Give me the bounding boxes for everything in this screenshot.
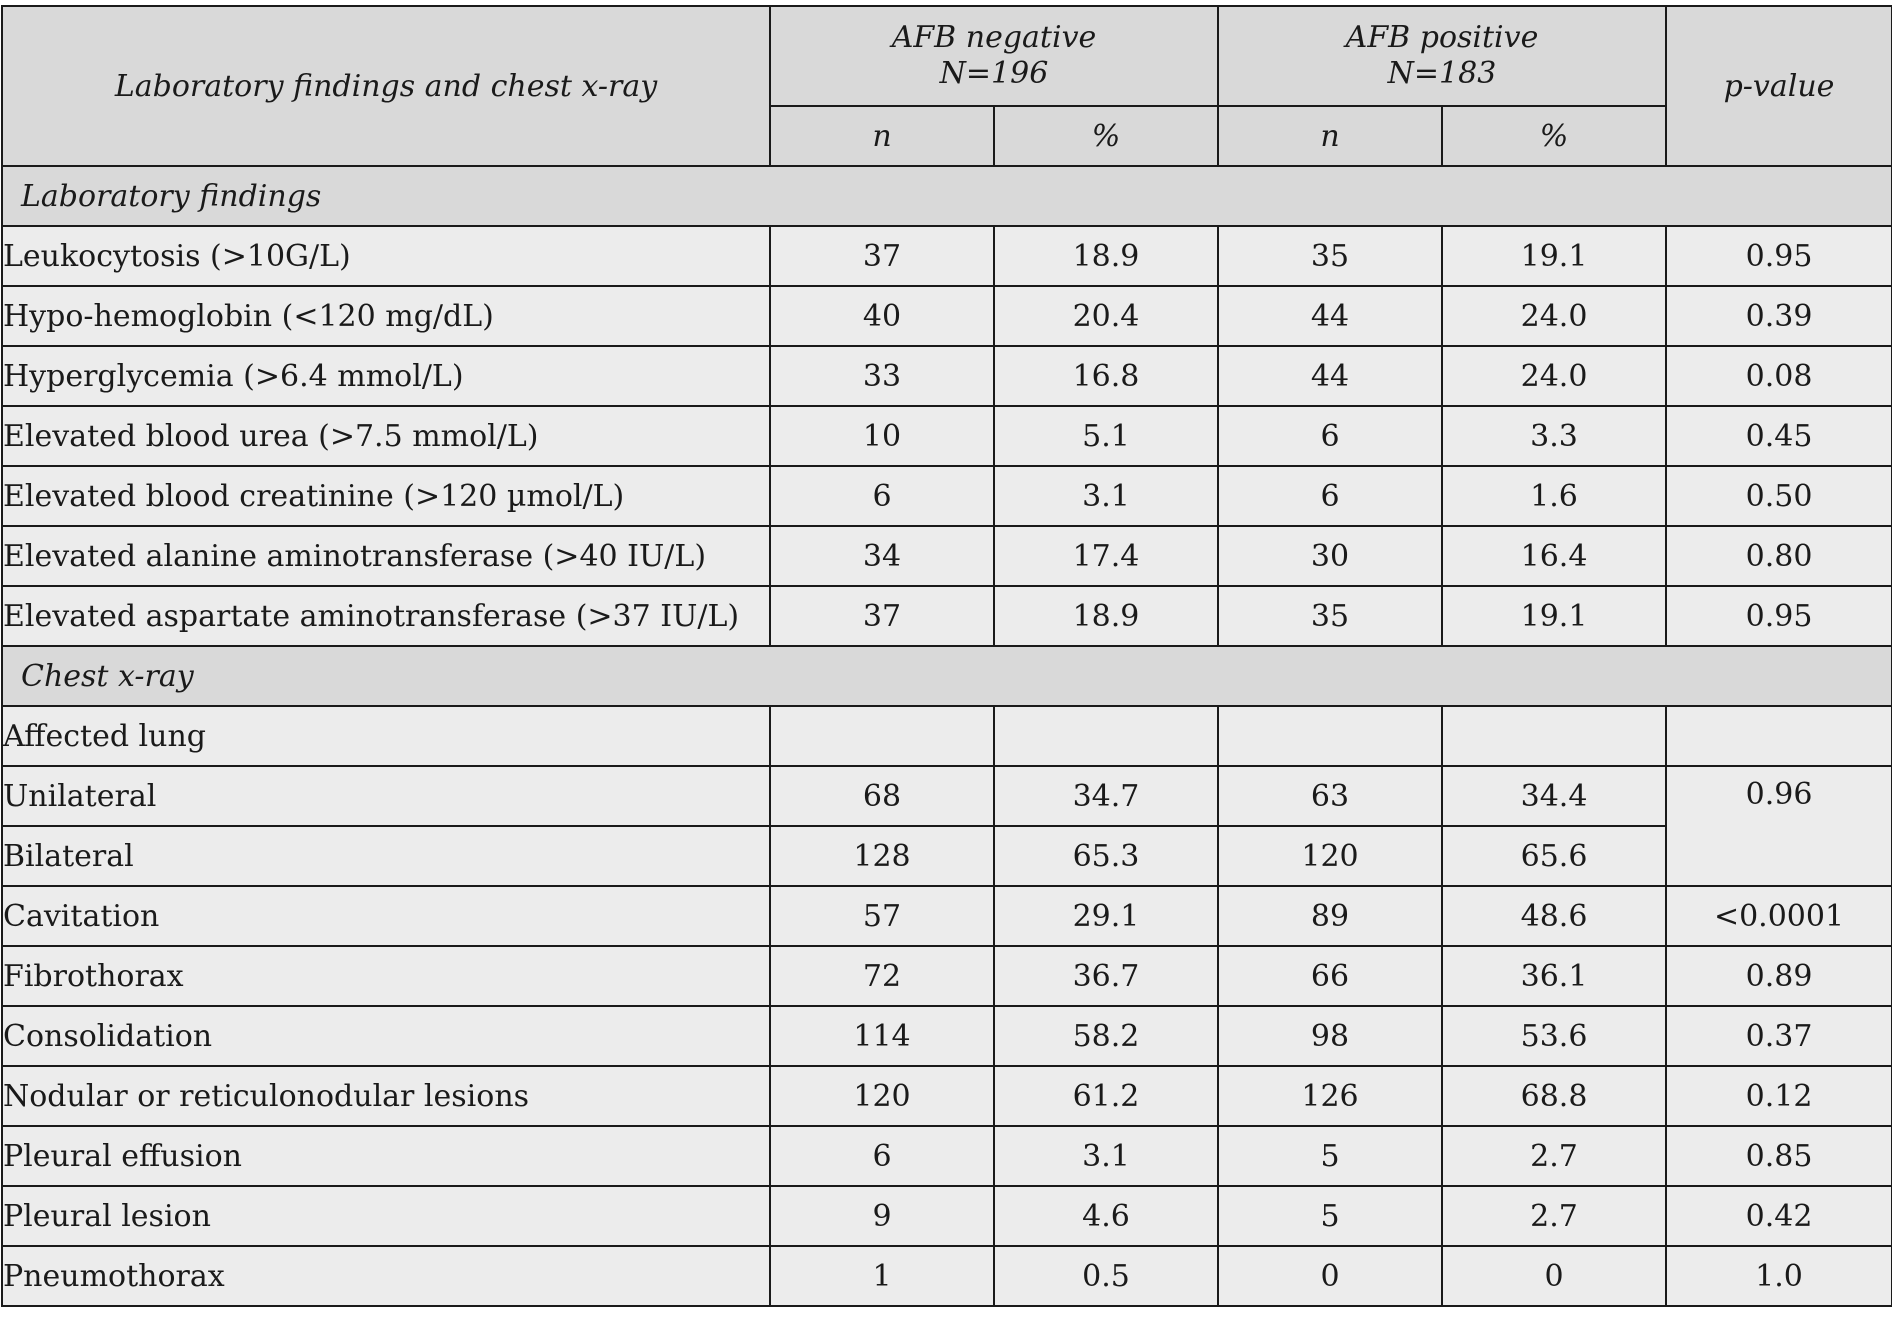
pos-pct-cell: 1.6 (1442, 466, 1666, 526)
pos-n-cell: 126 (1218, 1066, 1442, 1126)
table-row (2, 586, 1892, 646)
row-label: Elevated blood urea (>7.5 mmol/L) (2, 406, 770, 466)
pos-pct-cell: 19.1 (1442, 586, 1666, 646)
table-row (2, 1126, 1892, 1186)
table-row (2, 226, 1892, 286)
pvalue-cell: 0.45 (1666, 406, 1892, 466)
pos-n-cell: 5 (1218, 1126, 1442, 1186)
pvalue-cell: 0.37 (1666, 1006, 1892, 1066)
table-row (2, 1006, 1892, 1066)
row-label: Unilateral (2, 766, 770, 826)
row-label: Fibrothorax (2, 946, 770, 1006)
afb-negative-header (770, 6, 1218, 106)
neg-pct-cell: 16.8 (994, 346, 1218, 406)
row-label: Bilateral (2, 826, 770, 886)
row-label: Leukocytosis (>10G/L) (2, 226, 770, 286)
pos-n-cell: 63 (1218, 766, 1442, 826)
table-row (2, 406, 1892, 466)
pos-n-cell: 6 (1218, 406, 1442, 466)
table-row (2, 526, 1892, 586)
empty-cell (1218, 706, 1442, 766)
neg-n-cell: 128 (770, 826, 994, 886)
table-body (2, 166, 1892, 1306)
empty-cell (770, 706, 994, 766)
neg-n-cell: 57 (770, 886, 994, 946)
results-table (1, 5, 1892, 1307)
neg-pct-cell: 18.9 (994, 586, 1218, 646)
row-label: Cavitation (2, 886, 770, 946)
neg-pct-cell: 36.7 (994, 946, 1218, 1006)
row-label: Pleural lesion (2, 1186, 770, 1246)
table-row (2, 286, 1892, 346)
neg-n-cell: 120 (770, 1066, 994, 1126)
row-label: Hyperglycemia (>6.4 mmol/L) (2, 346, 770, 406)
afb-negative-label: AFB negative (891, 20, 1097, 55)
neg-pct-cell: 34.7 (994, 766, 1218, 826)
pos-pct-cell: 16.4 (1442, 526, 1666, 586)
pos-pct-cell: 0 (1442, 1246, 1666, 1306)
first-column-header: Laboratory findings and chest x-ray (2, 6, 770, 166)
pos-n-cell: 35 (1218, 586, 1442, 646)
pvalue-cell: 0.95 (1666, 226, 1892, 286)
pos-n-cell: 6 (1218, 466, 1442, 526)
table-row (2, 1066, 1892, 1126)
neg-pct-header: % (994, 106, 1218, 166)
pos-pct-cell: 24.0 (1442, 286, 1666, 346)
pvalue-cell: 0.12 (1666, 1066, 1892, 1126)
pos-pct-cell: 24.0 (1442, 346, 1666, 406)
table-row (2, 466, 1892, 526)
pvalue-cell-affected-lung: 0.96 (1666, 766, 1892, 886)
neg-n-cell: 6 (770, 466, 994, 526)
afb-positive-label: AFB positive (1345, 20, 1539, 55)
neg-n-cell: 33 (770, 346, 994, 406)
pos-n-cell: 35 (1218, 226, 1442, 286)
pos-pct-cell: 2.7 (1442, 1186, 1666, 1246)
pvalue-cell: 0.39 (1666, 286, 1892, 346)
neg-n-header: n (770, 106, 994, 166)
table-row-affected-lung (2, 706, 1892, 766)
pos-pct-header: % (1442, 106, 1666, 166)
neg-n-cell: 72 (770, 946, 994, 1006)
pos-pct-cell: 48.6 (1442, 886, 1666, 946)
pos-pct-cell: 34.4 (1442, 766, 1666, 826)
pos-n-cell: 120 (1218, 826, 1442, 886)
afb-positive-count: N=183 (1387, 56, 1497, 91)
empty-cell (1442, 706, 1666, 766)
neg-pct-cell: 5.1 (994, 406, 1218, 466)
neg-pct-cell: 3.1 (994, 466, 1218, 526)
section-title-lab: Laboratory findings (2, 166, 1892, 226)
row-label: Pleural effusion (2, 1126, 770, 1186)
table-row (2, 346, 1892, 406)
neg-n-cell: 9 (770, 1186, 994, 1246)
pvalue-cell: <0.0001 (1666, 886, 1892, 946)
neg-n-cell: 34 (770, 526, 994, 586)
pos-n-cell: 44 (1218, 346, 1442, 406)
neg-pct-cell: 18.9 (994, 226, 1218, 286)
neg-pct-cell: 29.1 (994, 886, 1218, 946)
neg-n-cell: 114 (770, 1006, 994, 1066)
pos-pct-cell: 2.7 (1442, 1126, 1666, 1186)
empty-cell (1666, 706, 1892, 766)
row-label: Consolidation (2, 1006, 770, 1066)
neg-n-cell: 68 (770, 766, 994, 826)
afb-negative-count: N=196 (939, 56, 1049, 91)
pvalue-cell: 0.85 (1666, 1126, 1892, 1186)
pos-n-cell: 5 (1218, 1186, 1442, 1246)
neg-n-cell: 37 (770, 586, 994, 646)
section-row-lab (2, 166, 1892, 226)
pos-n-cell: 0 (1218, 1246, 1442, 1306)
neg-pct-cell: 58.2 (994, 1006, 1218, 1066)
table-row (2, 946, 1892, 1006)
pos-n-cell: 44 (1218, 286, 1442, 346)
pvalue-cell: 0.89 (1666, 946, 1892, 1006)
neg-pct-cell: 20.4 (994, 286, 1218, 346)
neg-pct-cell: 0.5 (994, 1246, 1218, 1306)
empty-cell (994, 706, 1218, 766)
table-header (2, 6, 1892, 166)
row-label: Nodular or reticulonodular lesions (2, 1066, 770, 1126)
neg-n-cell: 6 (770, 1126, 994, 1186)
table-row-bilateral (2, 826, 1892, 886)
afb-positive-header (1218, 6, 1666, 106)
neg-n-cell: 10 (770, 406, 994, 466)
pos-pct-cell: 68.8 (1442, 1066, 1666, 1126)
row-label: Affected lung (2, 706, 770, 766)
neg-n-cell: 40 (770, 286, 994, 346)
row-label: Pneumothorax (2, 1246, 770, 1306)
pos-n-cell: 66 (1218, 946, 1442, 1006)
table-row (2, 886, 1892, 946)
pos-pct-cell: 53.6 (1442, 1006, 1666, 1066)
pos-n-cell: 89 (1218, 886, 1442, 946)
neg-pct-cell: 17.4 (994, 526, 1218, 586)
pvalue-cell: 0.80 (1666, 526, 1892, 586)
neg-pct-cell: 65.3 (994, 826, 1218, 886)
pos-pct-cell: 3.3 (1442, 406, 1666, 466)
pvalue-header: p-value (1666, 6, 1892, 166)
row-label: Elevated blood creatinine (>120 µmol/L) (2, 466, 770, 526)
pvalue-cell: 0.50 (1666, 466, 1892, 526)
neg-pct-cell: 61.2 (994, 1066, 1218, 1126)
neg-n-cell: 1 (770, 1246, 994, 1306)
pos-pct-cell: 65.6 (1442, 826, 1666, 886)
row-label: Elevated aspartate aminotransferase (>37 IU/L) (2, 586, 770, 646)
section-title-xray: Chest x-ray (2, 646, 1892, 706)
section-row-xray (2, 646, 1892, 706)
pos-n-header: n (1218, 106, 1442, 166)
neg-pct-cell: 4.6 (994, 1186, 1218, 1246)
pvalue-cell: 0.08 (1666, 346, 1892, 406)
row-label: Elevated alanine aminotransferase (>40 IU/L) (2, 526, 770, 586)
pvalue-cell: 0.42 (1666, 1186, 1892, 1246)
table-row-unilateral (2, 766, 1892, 826)
pvalue-cell: 0.95 (1666, 586, 1892, 646)
neg-pct-cell: 3.1 (994, 1126, 1218, 1186)
header-row-groups (2, 6, 1892, 106)
pvalue-cell: 1.0 (1666, 1246, 1892, 1306)
table-row (2, 1186, 1892, 1246)
row-label: Hypo-hemoglobin (<120 mg/dL) (2, 286, 770, 346)
table-row (2, 1246, 1892, 1306)
pos-n-cell: 98 (1218, 1006, 1442, 1066)
pos-n-cell: 30 (1218, 526, 1442, 586)
pos-pct-cell: 19.1 (1442, 226, 1666, 286)
pos-pct-cell: 36.1 (1442, 946, 1666, 1006)
neg-n-cell: 37 (770, 226, 994, 286)
